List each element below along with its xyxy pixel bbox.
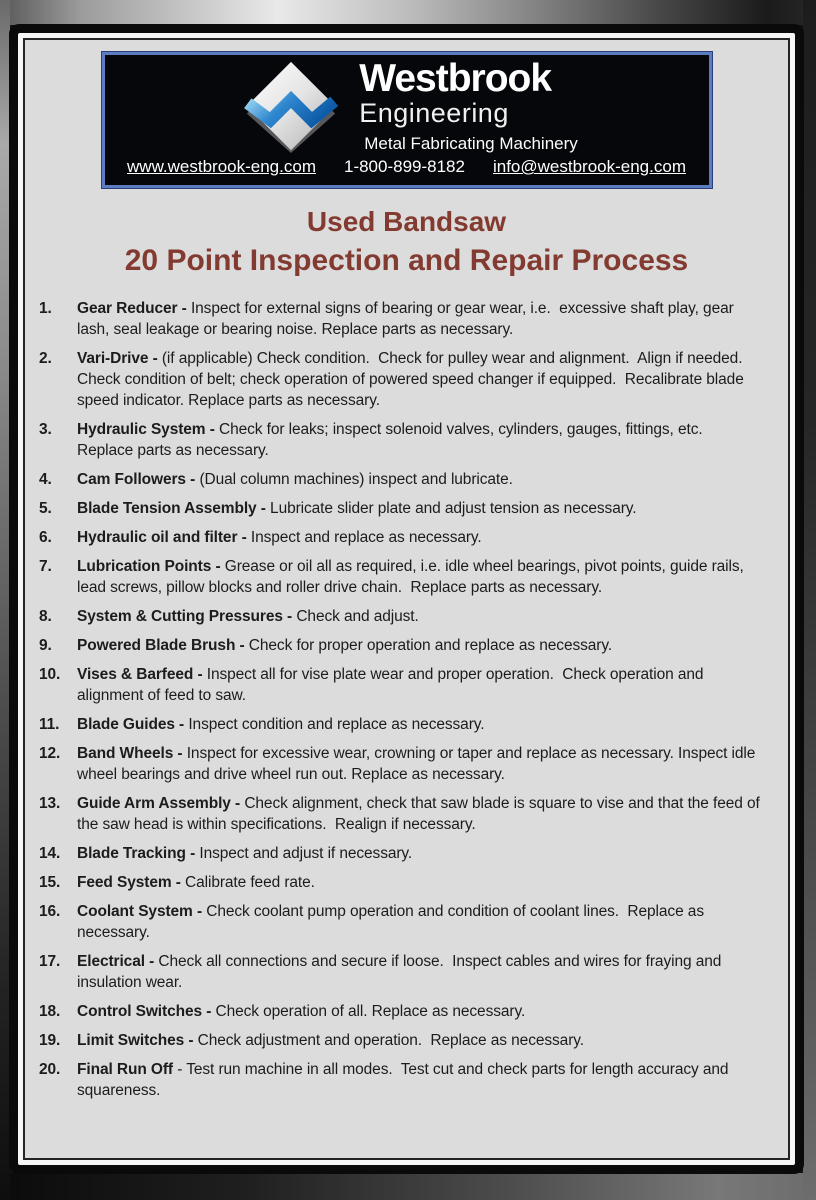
item-number: 6. <box>39 528 52 546</box>
item-name: Blade Guides - <box>77 715 185 733</box>
item-text <box>77 527 762 548</box>
item-text <box>77 635 762 656</box>
item-description: Calibrate feed rate. <box>185 873 315 891</box>
item-description: Check for leaks; inspect solenoid valves, cylinders, gauges, fittings, etc. Replace parts as necessary. <box>77 420 711 459</box>
metal-frame-right <box>803 0 816 1200</box>
list-item <box>39 951 762 993</box>
item-text <box>77 872 762 893</box>
list-item <box>39 901 762 943</box>
item-name: Control Switches - <box>77 1002 212 1020</box>
item-name: Blade Tracking - <box>77 844 196 862</box>
list-item <box>39 664 762 706</box>
item-text <box>77 469 762 490</box>
list-item <box>39 606 762 627</box>
list-item <box>39 348 762 411</box>
item-number: 12. <box>39 744 61 762</box>
item-name: Cam Followers - <box>77 470 196 488</box>
title-line-1: Used Bandsaw <box>306 206 507 238</box>
item-text <box>77 714 762 735</box>
title-line-2: 20 Point Inspection and Repair Process <box>124 243 689 277</box>
list-item <box>39 1030 762 1051</box>
item-text <box>77 843 762 864</box>
inspection-list <box>39 298 762 1101</box>
item-description: Check operation of all. Replace as necessary. <box>215 1002 526 1020</box>
item-name: System & Cutting Pressures - <box>77 607 293 625</box>
item-name: Gear Reducer - <box>77 299 187 317</box>
contact-row <box>105 154 709 185</box>
item-number: 2. <box>39 349 52 367</box>
item-description: - Test run machine in all modes. Test cut and check parts for length accuracy and squareness. <box>77 1060 733 1099</box>
item-description: Check alignment, check that saw blade is square to vise and that the feed of the saw head is within specifications. Realign if necessary. <box>77 794 764 833</box>
item-number: 20. <box>39 1060 61 1078</box>
item-description: Check coolant pump operation and condition of coolant lines. Replace as necessary. <box>77 902 709 941</box>
item-description: Check for proper operation and replace as necessary. <box>248 636 613 654</box>
item-text <box>77 556 762 598</box>
list-item <box>39 843 762 864</box>
item-description: Lubricate slider plate and adjust tension as necessary. <box>270 499 637 517</box>
company-header <box>102 52 712 188</box>
item-description: (Dual column machines) inspect and lubricate. <box>199 470 513 488</box>
flyer-content <box>23 38 790 1160</box>
westbrook-diamond-logo-icon <box>235 60 347 154</box>
email-link[interactable]: info@westbrook-eng.com <box>492 157 686 177</box>
item-text <box>77 348 762 411</box>
item-text <box>77 793 762 835</box>
list-item <box>39 1059 762 1101</box>
brand-division: Engineering <box>359 97 509 128</box>
metal-frame-bottom <box>0 1173 816 1200</box>
item-text <box>77 1001 762 1022</box>
item-number: 14. <box>39 844 61 862</box>
list-item <box>39 556 762 598</box>
white-inner-frame <box>18 33 795 1165</box>
item-name: Hydraulic oil and filter - <box>77 528 247 546</box>
item-text <box>77 901 762 943</box>
item-name: Lubrication Points - <box>77 557 221 575</box>
website-link[interactable]: www.westbrook-eng.com <box>127 157 316 177</box>
item-name: Feed System - <box>77 873 181 891</box>
item-text <box>77 1030 762 1051</box>
item-number: 13. <box>39 794 61 812</box>
list-item <box>39 498 762 519</box>
item-description: Inspect condition and replace as necessary. <box>188 715 485 733</box>
list-item <box>39 469 762 490</box>
item-text <box>77 664 762 706</box>
brand-row <box>105 55 709 154</box>
item-number: 15. <box>39 873 61 891</box>
item-name: Electrical - <box>77 952 155 970</box>
item-number: 8. <box>39 607 52 625</box>
item-number: 10. <box>39 665 61 683</box>
item-number: 19. <box>39 1031 61 1049</box>
item-name: Band Wheels - <box>77 744 183 762</box>
item-text <box>77 498 762 519</box>
item-description: Inspect for external signs of bearing or gear wear, i.e. excessive shaft play, gear lash, seal leakage or bearing noise. Replace parts as necessary. <box>77 299 738 338</box>
item-text <box>77 298 762 340</box>
item-name: Final Run Off <box>77 1060 173 1078</box>
item-number: 5. <box>39 499 52 517</box>
list-item <box>39 743 762 785</box>
item-name: Limit Switches - <box>77 1031 194 1049</box>
brand-text-block <box>359 59 578 154</box>
metal-frame-top <box>0 0 816 25</box>
item-text <box>77 419 762 461</box>
item-name: Coolant System - <box>77 902 203 920</box>
list-item <box>39 1001 762 1022</box>
brand-name: Westbrook <box>359 57 552 100</box>
item-number: 17. <box>39 952 61 970</box>
list-item <box>39 793 762 835</box>
document-title <box>25 204 788 279</box>
list-item <box>39 635 762 656</box>
item-description: Check all connections and secure if loose. Inspect cables and wires for fraying and insulation wear. <box>77 952 726 991</box>
item-text <box>77 1059 762 1101</box>
item-name: Powered Blade Brush - <box>77 636 245 654</box>
item-name: Vari-Drive - <box>77 349 158 367</box>
item-text <box>77 606 762 627</box>
brand-tagline: Metal Fabricating Machinery <box>364 134 578 154</box>
black-frame <box>9 24 804 1174</box>
item-description: Inspect and replace as necessary. <box>250 528 482 546</box>
item-number: 7. <box>39 557 52 575</box>
list-item <box>39 419 762 461</box>
item-number: 3. <box>39 420 52 438</box>
item-description: (if applicable) Check condition. Check for pulley wear and alignment. Align if needed. Check condition of belt; check operation of powered speed changer if equipped. Recalibrate blade speed indicator. Replace parts as necessary. <box>77 349 751 409</box>
item-description: Grease or oil all as required, i.e. idle wheel bearings, pivot points, guide rails, lead screws, pillow blocks and roller drive chain. Replace parts as necessary. <box>77 557 748 596</box>
item-number: 16. <box>39 902 61 920</box>
list-item <box>39 527 762 548</box>
item-number: 4. <box>39 470 52 488</box>
item-number: 9. <box>39 636 52 654</box>
item-name: Vises & Barfeed - <box>77 665 203 683</box>
item-description: Inspect for excessive wear, crowning or taper and replace as necessary. Inspect idle wheel bearings and drive wheel run out. Replace as necessary. <box>77 744 760 783</box>
item-text <box>77 743 762 785</box>
item-description: Check and adjust. <box>296 607 419 625</box>
item-name: Hydraulic System - <box>77 420 215 438</box>
item-number: 1. <box>39 299 52 317</box>
item-description: Check adjustment and operation. Replace as necessary. <box>197 1031 584 1049</box>
item-description: Inspect and adjust if necessary. <box>199 844 413 862</box>
phone-number: 1-800-899-8182 <box>343 157 465 177</box>
item-description: Inspect all for vise plate wear and proper operation. Check operation and alignment of feed to saw. <box>77 665 708 704</box>
list-item <box>39 714 762 735</box>
item-text <box>77 951 762 993</box>
item-number: 18. <box>39 1002 61 1020</box>
list-item <box>39 298 762 340</box>
item-number: 11. <box>39 715 60 733</box>
list-item <box>39 872 762 893</box>
item-name: Blade Tension Assembly - <box>77 499 266 517</box>
item-name: Guide Arm Assembly - <box>77 794 241 812</box>
